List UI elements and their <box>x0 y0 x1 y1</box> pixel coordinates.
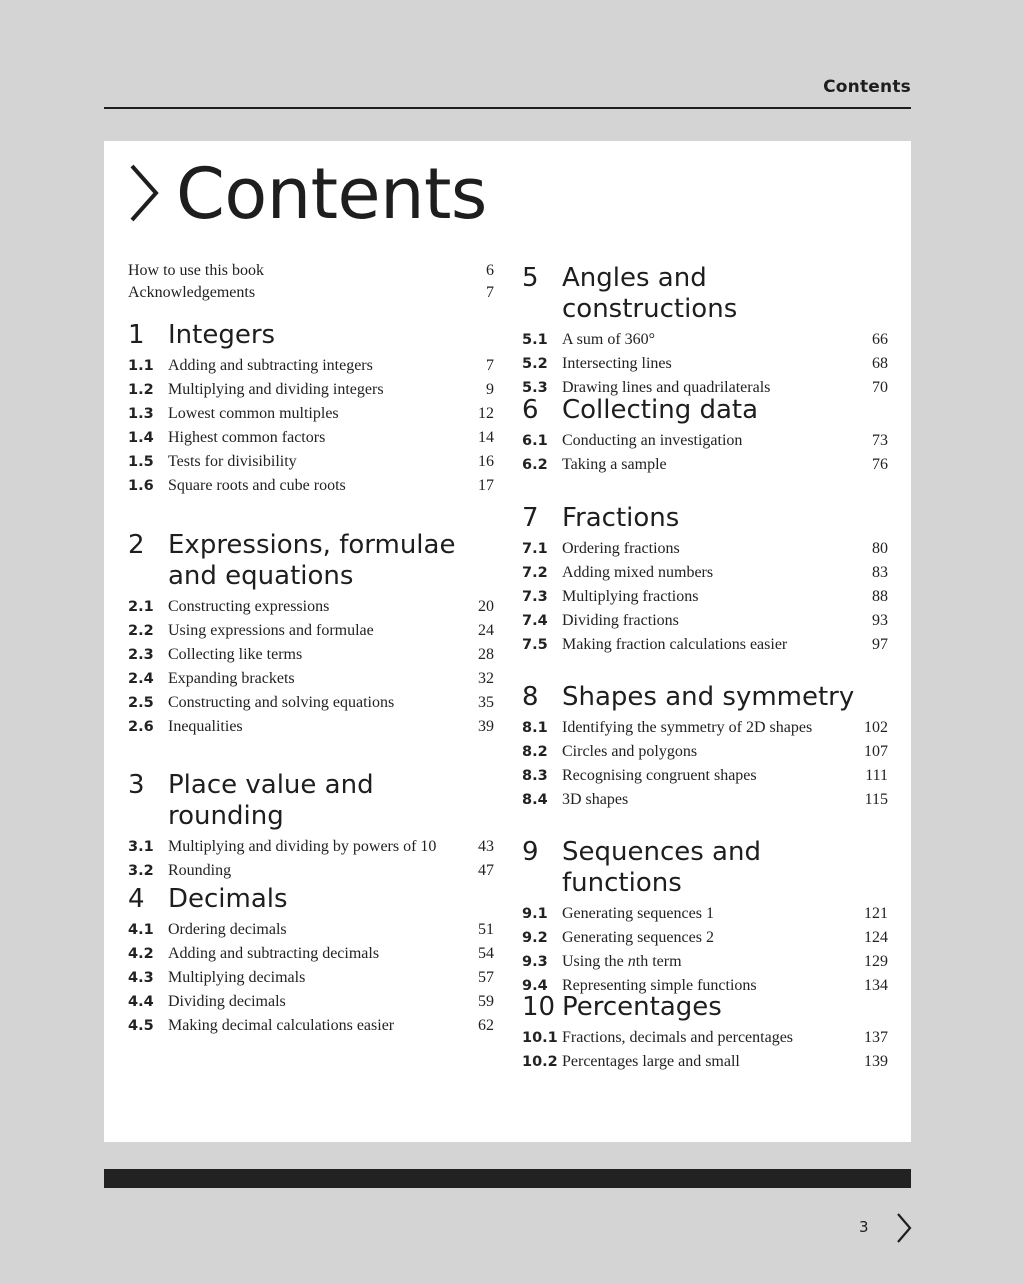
section-title: Adding and subtracting integers <box>168 357 373 374</box>
section-row[interactable] <box>522 585 888 609</box>
front-matter-title: How to use this book <box>128 262 264 279</box>
section-page: 80 <box>872 540 888 557</box>
section-page: 51 <box>478 921 494 938</box>
section-page: 39 <box>478 718 494 735</box>
chapter-title: Percentages <box>562 992 722 1022</box>
section-number: 2.5 <box>128 695 154 711</box>
section-page: 32 <box>478 670 494 687</box>
section-page: 107 <box>864 743 888 760</box>
section-number: 2.2 <box>128 623 154 639</box>
section-title: Circles and polygons <box>562 743 698 760</box>
chapter-title: Angles and constructions <box>562 263 738 324</box>
chapter-number: 8 <box>522 682 539 712</box>
section-row[interactable] <box>128 667 494 691</box>
section-number: 4.3 <box>128 970 154 986</box>
section-title: Highest common factors <box>168 429 326 446</box>
section-row[interactable] <box>522 453 888 477</box>
chapter-title: Fractions <box>562 503 680 533</box>
section-title: Fractions, decimals and percentages <box>562 1029 794 1046</box>
section-title-part: th term <box>635 953 682 970</box>
chapter-heading[interactable] <box>522 395 888 426</box>
section-number: 7.2 <box>522 565 548 581</box>
chapter-block <box>128 884 494 1038</box>
section-number: 4.1 <box>128 922 154 938</box>
section-row[interactable] <box>522 902 888 926</box>
section-number: 8.3 <box>522 768 548 784</box>
next-page-chevron-icon[interactable] <box>896 1213 912 1243</box>
section-row[interactable] <box>522 561 888 585</box>
chapter-title: Sequences and functions <box>562 837 761 898</box>
section-number: 9.1 <box>522 906 548 922</box>
section-number: 4.2 <box>128 946 154 962</box>
chapter-block <box>128 320 494 498</box>
section-number: 2.6 <box>128 719 154 735</box>
section-page: 43 <box>478 838 494 855</box>
section-title: Conducting an investigation <box>562 432 743 449</box>
section-number: 7.1 <box>522 541 548 557</box>
section-number: 1.5 <box>128 454 154 470</box>
section-row[interactable] <box>128 691 494 715</box>
section-page: 7 <box>486 357 494 374</box>
section-title: Using expressions and formulae <box>168 622 374 639</box>
chapter-block <box>128 530 494 739</box>
section-number: 10.1 <box>522 1030 558 1046</box>
section-number: 1.1 <box>128 358 154 374</box>
section-row[interactable] <box>128 595 494 619</box>
section-title: Dividing decimals <box>168 993 286 1010</box>
section-row[interactable] <box>522 788 888 812</box>
section-number: 1.3 <box>128 406 154 422</box>
section-row[interactable] <box>128 402 494 426</box>
chapter-number: 3 <box>128 770 145 800</box>
section-title: Adding mixed numbers <box>562 564 714 581</box>
chapter-title: Collecting data <box>562 395 759 425</box>
section-row[interactable] <box>522 537 888 561</box>
section-page: 9 <box>486 381 494 398</box>
section-row[interactable] <box>522 1050 888 1074</box>
section-page: 70 <box>872 379 888 396</box>
section-row[interactable] <box>522 716 888 740</box>
section-title-part: Using the <box>562 953 628 970</box>
chapter-heading[interactable] <box>128 770 494 832</box>
chapter-heading[interactable] <box>522 503 888 534</box>
section-title: Representing simple functions <box>562 977 757 994</box>
section-title: Adding and subtracting decimals <box>168 945 380 962</box>
chapter-number: 2 <box>128 530 145 560</box>
section-row[interactable] <box>522 633 888 657</box>
chapter-number: 6 <box>522 395 539 425</box>
section-number: 6.1 <box>522 433 548 449</box>
section-title: Drawing lines and quadrilaterals <box>562 379 771 396</box>
section-page: 134 <box>864 977 888 994</box>
section-title: A sum of 360° <box>562 331 656 348</box>
section-number: 5.3 <box>522 380 548 396</box>
section-page: 139 <box>864 1053 888 1070</box>
section-row[interactable] <box>128 966 494 990</box>
chapter-block <box>522 682 888 812</box>
section-page: 54 <box>478 945 494 962</box>
section-row[interactable] <box>128 643 494 667</box>
section-row[interactable] <box>128 942 494 966</box>
section-row[interactable] <box>522 740 888 764</box>
section-row[interactable] <box>522 764 888 788</box>
chapter-number: 1 <box>128 320 145 350</box>
section-title <box>562 950 864 974</box>
running-head: Contents <box>823 77 911 97</box>
section-row[interactable] <box>522 1026 888 1050</box>
section-number: 7.4 <box>522 613 548 629</box>
section-number: 5.2 <box>522 356 548 372</box>
section-title: Taking a sample <box>562 456 667 473</box>
section-title: Multiplying decimals <box>168 969 306 986</box>
section-page: 16 <box>478 453 494 470</box>
section-row[interactable] <box>128 918 494 942</box>
section-row[interactable] <box>128 715 494 739</box>
section-row[interactable] <box>128 426 494 450</box>
section-row[interactable] <box>128 619 494 643</box>
chapter-heading[interactable] <box>128 884 494 915</box>
section-number: 3.2 <box>128 863 154 879</box>
section-title: Recognising congruent shapes <box>562 767 757 784</box>
section-title: Generating sequences 2 <box>562 929 714 946</box>
section-number: 2.4 <box>128 671 154 687</box>
section-row[interactable] <box>522 328 888 352</box>
section-page: 121 <box>864 905 888 922</box>
section-number: 3.1 <box>128 839 154 855</box>
chapter-heading[interactable] <box>522 992 888 1023</box>
section-title: Multiplying and dividing integers <box>168 381 384 398</box>
section-page: 88 <box>872 588 888 605</box>
chapter-block <box>128 770 494 883</box>
section-page: 76 <box>872 456 888 473</box>
section-page: 111 <box>865 767 888 784</box>
section-row[interactable] <box>522 352 888 376</box>
section-title: Constructing and solving equations <box>168 694 395 711</box>
section-page: 73 <box>872 432 888 449</box>
section-row[interactable] <box>522 950 888 974</box>
section-title: Square roots and cube roots <box>168 477 346 494</box>
section-title: Collecting like terms <box>168 646 303 663</box>
section-number: 9.3 <box>522 954 548 970</box>
page-number: 3 <box>859 1218 869 1236</box>
section-number: 7.3 <box>522 589 548 605</box>
list-item[interactable] <box>128 260 494 282</box>
section-number: 4.4 <box>128 994 154 1010</box>
chevron-right-icon <box>129 164 159 222</box>
front-matter-list <box>128 260 494 304</box>
section-page: 66 <box>872 331 888 348</box>
chapter-heading[interactable] <box>128 320 494 351</box>
section-title: Dividing fractions <box>562 612 679 629</box>
section-title: Multiplying fractions <box>562 588 699 605</box>
section-title: Identifying the symmetry of 2D shapes <box>562 719 813 736</box>
chapter-heading[interactable] <box>522 263 888 325</box>
section-page: 137 <box>864 1029 888 1046</box>
section-title: Rounding <box>168 862 232 879</box>
section-row[interactable] <box>128 835 494 859</box>
front-matter-page: 6 <box>486 262 494 279</box>
section-title-italic: n <box>627 953 636 970</box>
section-number: 10.2 <box>522 1054 558 1070</box>
section-number: 8.1 <box>522 720 548 736</box>
section-number: 5.1 <box>522 332 548 348</box>
chapter-block <box>522 503 888 657</box>
section-number: 6.2 <box>522 457 548 473</box>
section-title: Inequalities <box>168 718 243 735</box>
section-page: 12 <box>478 405 494 422</box>
section-row[interactable] <box>128 378 494 402</box>
chapter-number: 7 <box>522 503 539 533</box>
chapter-number: 10 <box>522 992 556 1022</box>
chapter-title: Decimals <box>168 884 288 914</box>
chapter-heading[interactable] <box>522 682 888 713</box>
section-number: 4.5 <box>128 1018 154 1034</box>
section-number: 8.4 <box>522 792 548 808</box>
section-title: Making fraction calculations easier <box>562 636 788 653</box>
section-page: 102 <box>864 719 888 736</box>
section-number: 1.6 <box>128 478 154 494</box>
front-matter-page: 7 <box>486 284 494 301</box>
section-title: Expanding brackets <box>168 670 295 687</box>
section-page: 47 <box>478 862 494 879</box>
section-title: Lowest common multiples <box>168 405 339 422</box>
chapter-heading[interactable] <box>128 530 494 592</box>
chapter-block <box>522 837 888 998</box>
section-page: 20 <box>478 598 494 615</box>
section-number: 1.2 <box>128 382 154 398</box>
section-number: 2.3 <box>128 647 154 663</box>
section-number: 9.4 <box>522 978 548 994</box>
section-page: 93 <box>872 612 888 629</box>
section-page: 24 <box>478 622 494 639</box>
section-page: 97 <box>872 636 888 653</box>
section-title: Multiplying and dividing by powers of 10 <box>168 838 437 855</box>
chapter-title: Integers <box>168 320 276 350</box>
section-page: 129 <box>864 953 888 970</box>
section-page: 28 <box>478 646 494 663</box>
section-title: Intersecting lines <box>562 355 672 372</box>
section-number: 7.5 <box>522 637 548 653</box>
section-title: Making decimal calculations easier <box>168 1017 395 1034</box>
section-number: 1.4 <box>128 430 154 446</box>
section-number: 9.2 <box>522 930 548 946</box>
list-item[interactable] <box>128 282 494 304</box>
section-page: 62 <box>478 1017 494 1034</box>
page-title: Contents <box>176 153 487 235</box>
chapter-title: Shapes and symmetry <box>562 682 855 712</box>
chapter-block <box>522 992 888 1074</box>
section-row[interactable] <box>522 429 888 453</box>
section-page: 115 <box>864 791 888 808</box>
section-row[interactable] <box>522 926 888 950</box>
section-number: 2.1 <box>128 599 154 615</box>
section-page: 124 <box>864 929 888 946</box>
section-title: 3D shapes <box>562 791 629 808</box>
section-number: 8.2 <box>522 744 548 760</box>
section-row[interactable] <box>128 474 494 498</box>
section-row[interactable] <box>522 609 888 633</box>
header-rule <box>104 107 911 109</box>
section-row[interactable] <box>128 354 494 378</box>
chapter-block <box>522 263 888 400</box>
chapter-number: 4 <box>128 884 145 914</box>
section-page: 68 <box>872 355 888 372</box>
chapter-heading[interactable] <box>522 837 888 899</box>
section-title: Constructing expressions <box>168 598 330 615</box>
footer-bar <box>104 1169 911 1188</box>
section-row[interactable] <box>128 990 494 1014</box>
section-page: 35 <box>478 694 494 711</box>
section-title: Ordering decimals <box>168 921 287 938</box>
section-page: 14 <box>478 429 494 446</box>
chapter-number: 9 <box>522 837 539 867</box>
section-page: 59 <box>478 993 494 1010</box>
chapter-number: 5 <box>522 263 539 293</box>
section-page: 83 <box>872 564 888 581</box>
section-page: 17 <box>478 477 494 494</box>
section-title: Percentages large and small <box>562 1053 740 1070</box>
section-row[interactable] <box>128 1014 494 1038</box>
front-matter-title: Acknowledgements <box>128 284 256 301</box>
section-title: Generating sequences 1 <box>562 905 714 922</box>
section-title: Ordering fractions <box>562 540 680 557</box>
chapter-title: Place value and rounding <box>168 770 374 831</box>
section-title: Tests for divisibility <box>168 453 297 470</box>
section-row[interactable] <box>128 859 494 883</box>
chapter-block <box>522 395 888 477</box>
section-page: 57 <box>478 969 494 986</box>
chapter-title: Expressions, formulae and equations <box>168 530 456 591</box>
section-row[interactable] <box>128 450 494 474</box>
